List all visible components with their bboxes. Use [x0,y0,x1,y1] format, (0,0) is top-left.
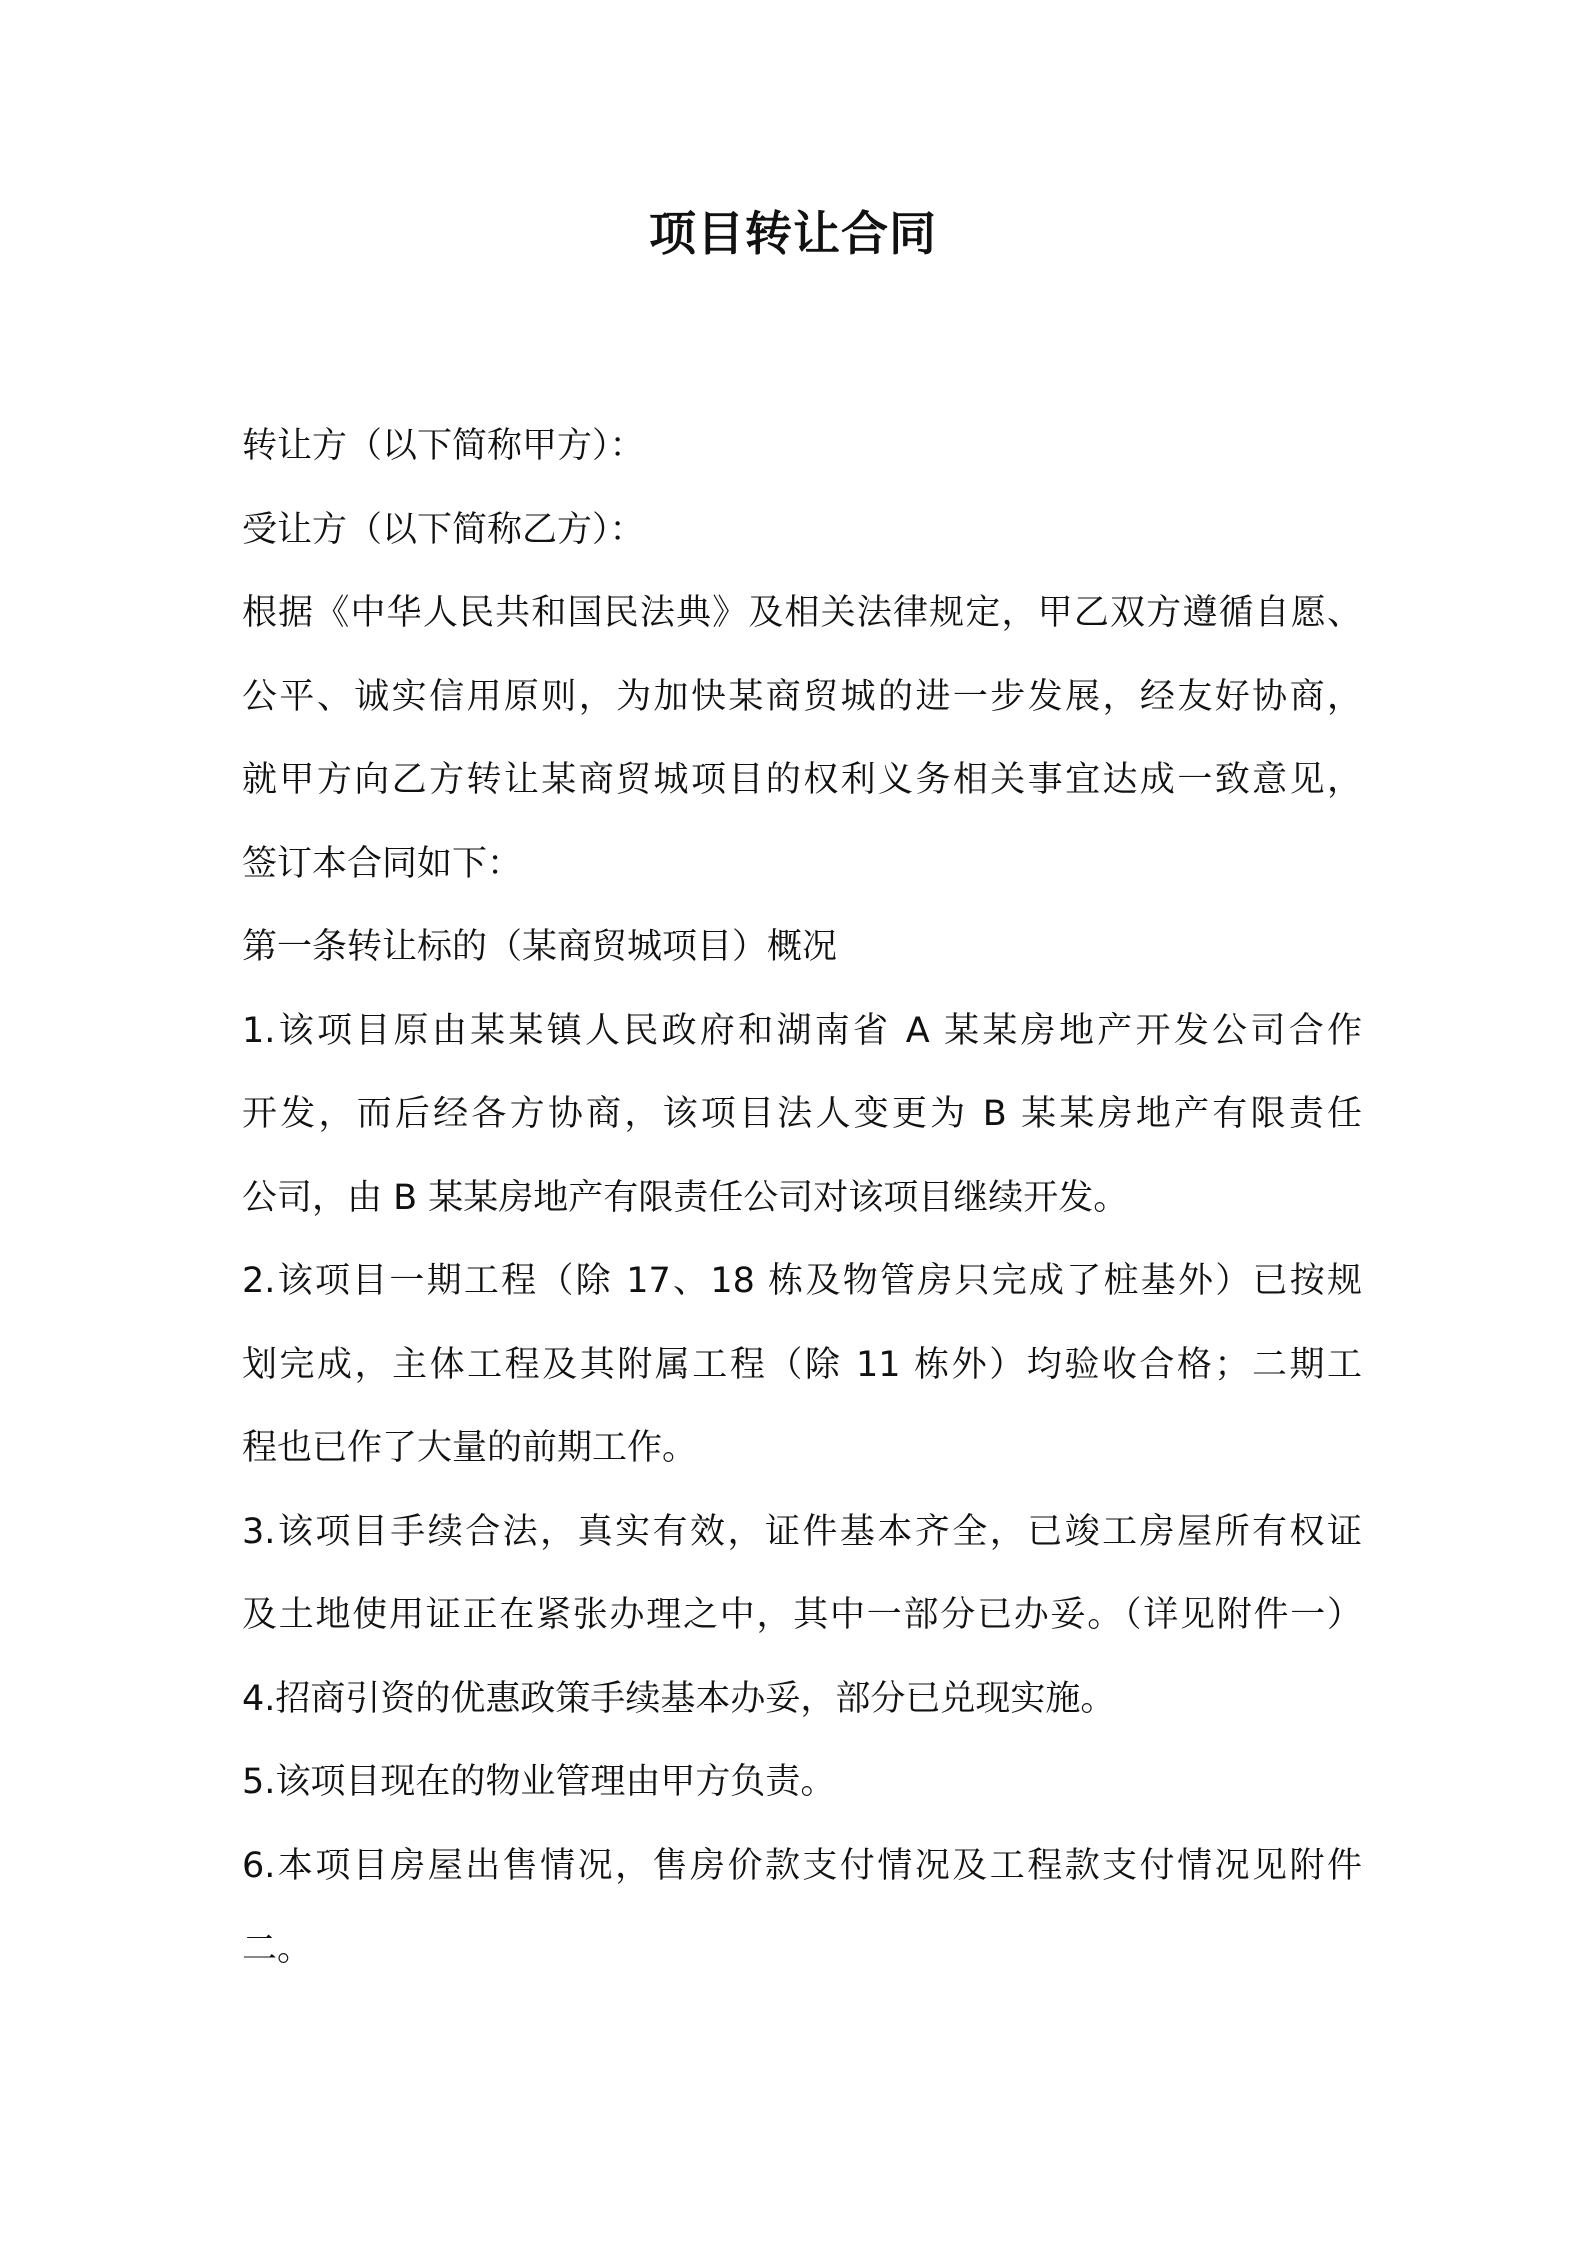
item-2-line-3: 程也已作了大量的前期工作。 [242,1428,698,1468]
preamble-line-3: 就甲方向乙方转让某商贸城项目的权利义务相关事宜达成一致意见， [242,760,1362,800]
item-6-line-1: 6.本项目房屋出售情况，售房价款支付情况及工程款支付情况见附件 [242,1845,1362,1886]
item-6-line-2: 二。 [242,1929,313,1969]
contract-body [242,405,1362,1992]
item-3-line-2: 及土地使用证正在紧张办理之中，其中一部分已办妥。（详见附件一） [242,1595,1362,1635]
item-3-line-1: 3.该项目手续合法，真实有效，证件基本齐全，已竣工房屋所有权证 [242,1511,1362,1552]
item-4-line: 4.招商引资的优惠政策手续基本办妥，部分已兑现实施。 [242,1678,1116,1719]
item-1-line-1: 1.该项目原由某某镇人民政府和湖南省 A 某某房地产开发公司合作 [242,1010,1362,1051]
preamble-line-2: 公平、诚实信用原则，为加快某商贸城的进一步发展，经友好协商， [242,676,1362,717]
article-one-heading: 第一条转让标的（某商贸城项目）概况 [242,927,838,967]
preamble-line-1: 根据《中华人民共和国民法典》及相关法律规定，甲乙双方遵循自愿、 [242,593,1362,633]
item-1-line-2: 开发，而后经各方协商，该项目法人变更为 B 某某房地产有限责任 [242,1094,1362,1134]
preamble-line-4: 签订本合同如下： [242,843,523,884]
document-title: 项目转让合同 [649,207,937,262]
transferee-line: 受让方（以下简称乙方）： [242,509,645,550]
item-2-line-2: 划完成，主体工程及其附属工程（除 11 栋外）均验收合格；二期工 [242,1344,1362,1385]
item-5-line: 5.该项目现在的物业管理由甲方负责。 [242,1762,836,1802]
transferor-line: 转让方（以下简称甲方）： [242,426,645,466]
item-1-line-3: 公司，由 B 某某房地产有限责任公司对该项目继续开发。 [242,1177,1129,1218]
item-2-line-1: 2.该项目一期工程（除 17、18 栋及物管房只完成了桩基外）已按规 [242,1261,1362,1301]
